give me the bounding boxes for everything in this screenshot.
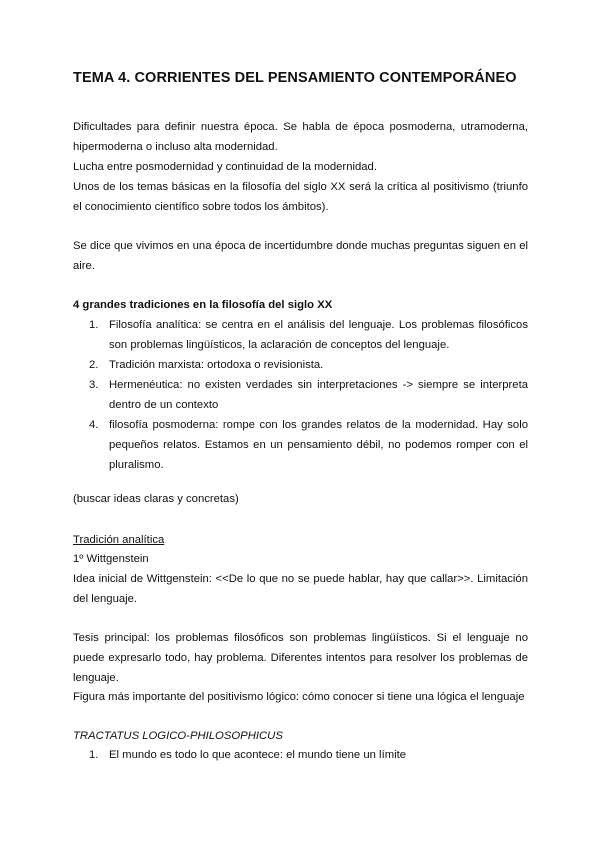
traditions-heading: 4 grandes tradiciones en la filosofía del siglo XX (73, 299, 333, 311)
intro-paragraph-4: Se dice que vivimos en una época de incertidumbre donde muchas preguntas siguen en el aire. (73, 240, 528, 272)
list-text: filosofía posmoderna: rompe con los grandes relatos de la modernidad. Hay solo pequeños relatos. Estamos en un pensamiento débil, no podemos romper con el pluralismo. (109, 419, 528, 471)
analytic-thesis: Tesis principal: los problemas filosóficos son problemas lingüísticos. Si el lenguaje no puede expresarlo todo, hay problema. Diferentes intentos para resolver los problemas de lenguaje. (73, 632, 528, 684)
list-text: Hermenéutica: no existen verdades sin interpretaciones -> siempre se interpreta dentro de un contexto (109, 379, 528, 411)
list-item (73, 315, 528, 355)
list-item (73, 355, 528, 375)
list-number: 4. (89, 419, 99, 431)
analytic-figure: Figura más importante del positivismo lógico: cómo conocer si tiene una lógica el lenguaje (73, 691, 525, 703)
list-number: 1. (89, 749, 99, 761)
list-item (73, 745, 528, 765)
document-title: TEMA 4. CORRIENTES DEL PENSAMIENTO CONTEMPORÁNEO (73, 70, 517, 86)
tractatus-list (73, 745, 528, 765)
traditions-note: (buscar ideas claras y concretas) (73, 493, 239, 505)
traditions-list (73, 315, 528, 475)
list-number: 2. (89, 359, 99, 371)
list-text: Filosofía analítica: se centra en el análisis del lenguaje. Los problemas filosóficos son problemas lingüísticos, la aclaración de conceptos del lenguaje. (109, 319, 528, 351)
analytic-author: 1º Wittgenstein (73, 553, 149, 565)
intro-paragraph-3: Unos de los temas básicas en la filosofía del siglo XX será la crítica al positivismo (triunfo el conocimiento científico sobre todos los ámbitos). (73, 181, 528, 213)
list-item (73, 375, 528, 415)
list-text: Tradición marxista: ortodoxa o revisionista. (109, 359, 324, 371)
list-number: 1. (89, 319, 99, 331)
analytic-heading: Tradición analítica (73, 534, 165, 546)
tractatus-title: TRACTATUS LOGICO-PHILOSOPHICUS (73, 730, 283, 742)
list-text: El mundo es todo lo que acontece: el mundo tiene un límite (109, 749, 407, 761)
list-number: 3. (89, 379, 99, 391)
intro-paragraph-2: Lucha entre posmodernidad y continuidad de la modernidad. (73, 161, 377, 173)
intro-paragraph-1: Dificultades para definir nuestra época. Se habla de época posmoderna, utramoderna, hipermoderna o incluso alta modernidad. (73, 121, 528, 153)
analytic-idea: Idea inicial de Wittgenstein: <<De lo que no se puede hablar, hay que callar>>. Limitación del lenguaje. (73, 573, 528, 605)
list-item (73, 415, 528, 475)
